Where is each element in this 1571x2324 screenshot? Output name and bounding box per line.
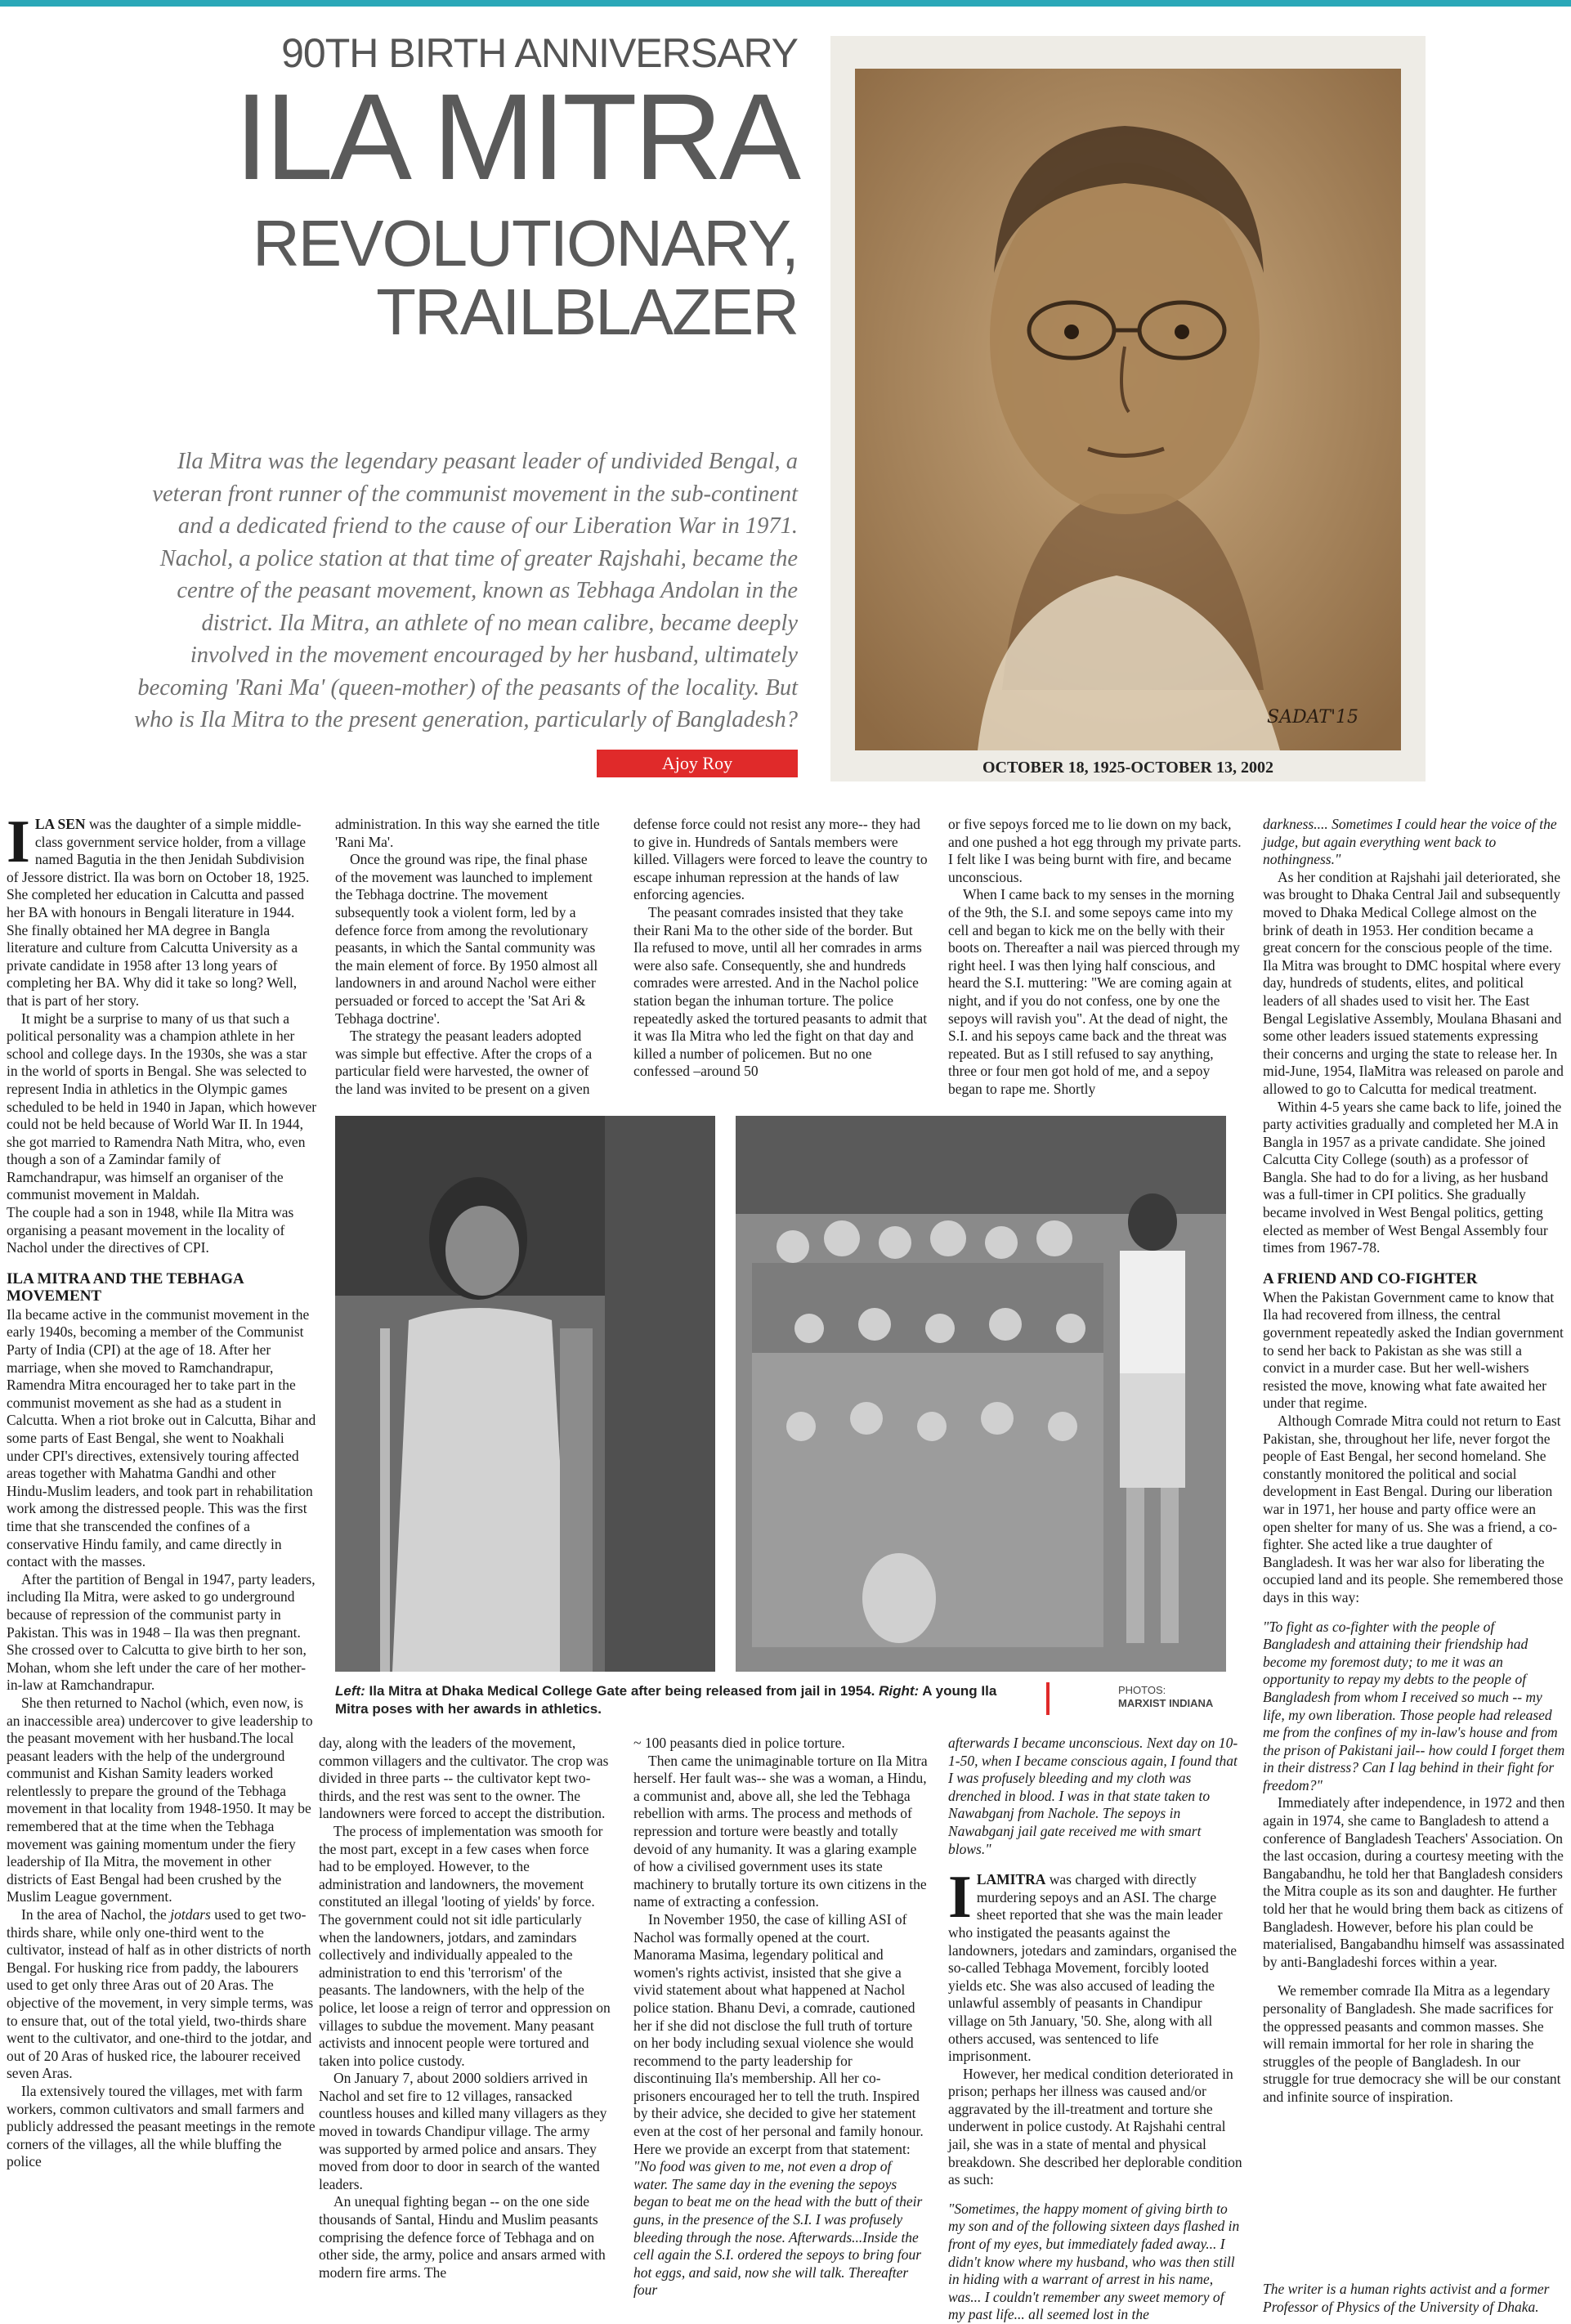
caption-left-text: Ila Mitra at Dhaka Medical College Gate after being released from jail in 1954. bbox=[365, 1683, 879, 1699]
col4b-para-2: However, her medical condition deteriorated in prison; perhaps her illness was caused and/or aggravated by the ill-treatment and torture she underwent in police custody. At Rajshahi central jail, she was in a state of mental and physical breakdown. She described her deplorable condition as such: bbox=[948, 2065, 1242, 2188]
photo-credit-label: PHOTOS: bbox=[1118, 1684, 1166, 1696]
col4-quote-1: or five sepoys forced me to lie down on my back, and one pushed a hot egg through my private parts. I felt like I was being burnt with fire, and became unconscious. bbox=[948, 816, 1242, 885]
column-5 bbox=[1263, 816, 1565, 2107]
portrait-caption: OCTOBER 18, 1925-OCTOBER 13, 2002 bbox=[982, 759, 1273, 777]
col5-para-1: As her condition at Rajshahi jail deteriorated, she was brought to Dhaka Central Jail and subsequently moved to Dhaka Medical College almost on the brink of death in 1953. Her condition became a great concern for the conscious people of the time. Ila Mitra was brought to DMC hospital where every day, hundreds of students, elites, and political leaders of all shades used to visit her. The East Bengal Legislative Assembly, Moulana Bhasani and some other leaders issued statements expressing their concerns and urging the state to release her. In mid-June, 1954, IlaMitra was released on parole and allowed to go to Calcutta for medical treatment. bbox=[1263, 868, 1564, 1097]
col1-text-7b: used to get two-thirds share, while only one-third went to the cultivator, instead of half as in other districts of north Bengal. For husking rice from paddy, the labourers used to get only three Aras out of 20 Aras. The objective of the movement, in very simple terms, was to ensure that, out of the total yield, two-thirds share went to the cultivator, and one-third to the jotdar, and out of 20 Aras of husked rice, the labourer received seven Aras. bbox=[7, 1906, 314, 2082]
column-3-bottom bbox=[633, 1735, 928, 2299]
col5-para-4: Although Comrade Mitra could not return to East Pakistan, she, throughout her life, never forgot the people of East Bengal, her second homeland. She constantly monitored the political and social development in East Bengal. During our liberation war in 1971, her house and party office were an open shelter for many of us. She was a friend, a co-fighter. She acted like a true daughter of Bangladesh. It was her war also for liberating the occupied land and its people. She remembered those days in this way: bbox=[1263, 1413, 1564, 1605]
col1-para-5: After the partition of Bengal in 1947, party leaders, including Ila Mitra, were asked to go underground because of repression of the communist party in Pakistan. This was in 1948 – Ila was then pregnant. She crossed over to Calcutta to give birth to her son, Mohan, whom she left under the care of her mother-in-law at Ramchandrapur. bbox=[7, 1570, 316, 1694]
col3b-para-3: In November 1950, the case of killing ASI of Nachol was formally opened at the court. Manorama Masima, legendary political and women's rights activist, insisted that she give a vivid statement about what happened at Nachol police station. Bhanu Devi, a comrade, cautioned her if she did not disclose the full truth of torture on her body including sexual violence she would recommend to the party leadership for discontinuing Ila's membership. All her co-prisoners encouraged her to tell the truth. Inspired by their advice, she decided to give her statement even at the cost of her personal and family honour. Here we provide an excerpt from that statement: bbox=[633, 1910, 924, 2157]
headline-subtitle bbox=[0, 209, 798, 347]
photo-caption bbox=[335, 1682, 1030, 1718]
column-3-top bbox=[633, 816, 928, 1081]
col2-para-2: Once the ground was ripe, the final phase of the movement was launched to implement the Tebhaga doctrine. The movement subsequently took a violent form, led by a defence force from among the revolutionary peasants, in which the Santal community was the main element of force. By 1950 almost all landowners in and around Nachol were either persuaded or forced to accept the 'Sat Ari & Tebhaga doctrine'. bbox=[335, 851, 598, 1027]
col2-para-3: The strategy the peasant leaders adopted was simple but effective. After the crops of a particular field were harvested, the owner of the land was invited to be present on a given bbox=[335, 1028, 593, 1097]
col1-para-4: Ila became active in the communist movement in the early 1940s, becoming a member of the Communist Party of India (CPI) at the age of 18. After her marriage, when she moved to Ramchandrapur, Ramendra Mitra encouraged her to take part in the communist movement as she had as a student in Calcutta. When a riot broke out in Calcutta, Bihar and some parts of East Bengal, she went to Noakhali under CPI's directives, extensively touring affected areas together with Mahatma Gandhi and other Hindu-Muslim leaders, and took part in rehabilitation work among the distressed people. This was the first time that she transcended the confines of a conservative Hindu family, and came directly in contact with the masses. bbox=[7, 1305, 316, 1570]
col5-para-2: Within 4-5 years she came back to life, joined the party activities gradually and completed her M.A in Bangla in 1957 as a private candidate. She joined Calcutta City College (south) as a professor of Bangla. She had to do for a living, as her husband was a full-timer in CPI politics. She gradually became involved in West Bengal politics, getting elected as member of West Bengal Assembly four times from 1967-78. bbox=[1263, 1098, 1562, 1256]
col1-text-7a: In the area of Nachol, the bbox=[21, 1906, 171, 1923]
headline-subtitle-line2: TRAILBLAZER bbox=[376, 275, 798, 348]
col4b-quote-2: "Sometimes, the happy moment of giving birth to my son and of the following sixteen days flashed in front of my eyes, but immediately faded away... I didn't know where my husband, who was then still in hiding with a warrant of arrest in his name, was... I couldn't remember any sweet memory of my past life... all seemed lost in the bbox=[948, 2200, 1240, 2323]
lead-in-2: LAMITRA bbox=[976, 1871, 1046, 1888]
writer-note: The writer is a human rights activist and a former Professor of Physics of the University of Dhaka. bbox=[1263, 2281, 1550, 2315]
col1-para-8: Ila extensively toured the villages, met with farm workers, common cultivators and small farmers and publicly addressed the peasant meetings in the remote corners of the villages, all the while bluffing the police bbox=[7, 2082, 316, 2170]
col2b-para-2: The process of implementation was smooth for the most part, except in a few cases when force had to be employed. However, to the administration and landowners, the movement constituted an illegal 'looting of yields' by force. The government could not sit idle particularly when the landowners, jotdars, and zamindars collectively and individually appealed to the administration to end this 'terrorism' of the peasants. The landowners, with the help of the police, let loose a reign of terror and oppression on villages to subdue the movement. Many peasant activists and innocent people were tortured and taken into police custody. bbox=[319, 1822, 611, 2069]
kicker: 90TH BIRTH ANNIVERSARY bbox=[281, 30, 798, 76]
portrait-sketch bbox=[855, 69, 1401, 750]
drop-cap: I bbox=[7, 808, 30, 875]
caption-right-text: A young Ila Mitra poses with her awards in athletics. bbox=[335, 1683, 997, 1717]
caption-divider bbox=[1046, 1682, 1050, 1715]
column-2-top bbox=[335, 816, 601, 1099]
headline-name: ILA MITRA bbox=[234, 68, 798, 205]
column-4-top bbox=[948, 816, 1242, 1099]
col1-para-2: It might be a surprise to many of us that such a political personality was a champion athlete in her school and college days. In the 1930s, she was a star in the world of sports in Bengal. She was selected to represent India in athletics in the Olympic games scheduled to be held in 1940 in Japan, which however could not be held because of World War II. In 1944, she got married to Ramendra Nath Mitra, who, even though a son of a Zamindar family of Ramchandrapur, was himself an organiser of the communist movement in Maldah. bbox=[7, 1010, 317, 1203]
col3-para-1: defense force could not resist any more-- they had to give in. Hundreds of Santals members were killed. Villagers were forced to leave the country to escape inhuman repression at the hands of law enforcing agencies. bbox=[633, 816, 928, 903]
portrait-signature: SADAT'15 bbox=[1267, 707, 1358, 728]
photo-ila-mitra-1954 bbox=[335, 1116, 715, 1672]
headline-subtitle-line1: REVOLUTIONARY, bbox=[252, 207, 798, 280]
col1-para-6: She then returned to Nachol (which, even now, is an inaccessible area) undercover to give leadership to the peasant movement with her husband.The local peasant leaders with the help of the underground communist and Kishan Samity leaders worked relentlessly to prepare the ground of the Tebhaga movement in that locality from 1948-1950. It may be remembered that at the time when the Tebhaga movement was gaining momentum under the fiery leadership of Ila Mitra, the movement in other districts of East Bengal had been crushed by the Muslim League government. bbox=[7, 1694, 313, 1905]
col5-quote-2: "To fight as co-fighter with the people of Bangladesh and attaining their friendship had become my foremost duty; to me it was an opportunity to repay my debts to the people of Bangladesh from whom I received so much -- my life, my own liberation. Those people had released me from the confines of my in-law's house and from the prison of Pakistani jail-- how could I forget them in their distress? Can I lag behind in their fight for freedom?" bbox=[1263, 1618, 1565, 1793]
col1-para-3: The couple had a son in 1948, while Ila Mitra was organising a peasant movement in the locality of Nachol under the directives of CPI. bbox=[7, 1204, 294, 1256]
col2-para-1: administration. In this way she earned the title 'Rani Ma'. bbox=[335, 816, 600, 850]
col2b-para-1: day, along with the leaders of the movement, common villagers and the cultivator. The crop was divided in three parts -- the cultivator kept two-thirds, and the rest was sent to the owner. The landowners were forced to accept the distribution. bbox=[319, 1735, 609, 1822]
col1-para-7 bbox=[7, 1906, 317, 2083]
col1-text-1: was the daughter of a simple middle-class government service holder, from a village named Bagutia in the then Jenidah Subdivision of Jessore district. Ila was born on October 18, 1925. She completed her education in Calcutta and passed her BA with honours in Bengali literature in 1944. She finally obtained her MA degree in Bangla literature and culture from Calcutta University as a private candidate in 1958 after 13 long years of completing her BA. Why did it take so long? Well, that is part of her story. bbox=[7, 816, 310, 1009]
photo-credit bbox=[1118, 1684, 1241, 1710]
col5-para-5: Immediately after independence, in 1972 and then again in 1974, she came to Bangladesh to attend a conference of Bangladesh Teachers' Association. On the last occasion, during a courtesy meeting with the Bangabandhu, he told her that Bangladesh considers the Mitra couple as its son and daughter. He further told her that he would bring them back as citizens of Bangladesh. However, before his plan could be materialised, Bangabandhu himself was assassinated by anti-Bangladeshi forces within a year. bbox=[1263, 1794, 1565, 1970]
caption-left-label: Left: bbox=[335, 1683, 365, 1699]
photo-ila-mitra-awards bbox=[736, 1116, 1226, 1672]
lead-in: LA SEN bbox=[34, 816, 86, 832]
col2b-para-3: On January 7, about 2000 soldiers arrived in Nachol and set fire to 12 villages, ransacked countless houses and killed many villagers as they moved in towards Chandipur village. The army was supported by armed police and ansars. They moved from door to door in search of the wanted leaders. bbox=[319, 2070, 607, 2192]
column-4-bottom bbox=[948, 1735, 1242, 2324]
drop-cap-2: I bbox=[948, 1864, 972, 1932]
col2b-para-4: An unequal fighting began -- on the one side thousands of Santal, Hindu and Muslim peasants comprising the defence force of Tebhaga and on other side, the army, police and ansars armed with modern fire arms. The bbox=[319, 2193, 606, 2281]
col1-text-7i: jotdars bbox=[170, 1906, 211, 1923]
subhead-tebhaga: ILA MITRA AND THE TEBHAGA MOVEMENT bbox=[7, 1269, 244, 1305]
col1-para-1 bbox=[7, 808, 317, 1010]
column-2-bottom bbox=[319, 1735, 613, 2281]
col4b-text-1: was charged with directly murdering sepoys and an ASI. The charge sheet reported that she was the main leader who instigated the peasants against the landowners, jotedars and zamindars, organised the so-called Tebhaga Movement, forcibly looted yields etc. She was also accused of leading the unlawful assembly of peasants in Chandipur village on 5th January, '50. She, along with all others accused, was sentenced to life imprisonment. bbox=[948, 1871, 1237, 2065]
col3b-para-1: ~ 100 peasants died in police torture. bbox=[633, 1735, 845, 1751]
col3b-para-2: Then came the unimaginable torture on Ila Mitra herself. Her fault was-- she was a woman, a Hindu, a communist and, above all, she led the Tebhaga rebellion with arms. The process and methods of repression and torture were beastly and totally devoid of any humanity. It was a glaring example of how a civilised government uses its state machinery to brutally torture its own citizens in the name of extracting a confession. bbox=[633, 1752, 928, 1910]
column-1 bbox=[7, 808, 317, 2171]
caption-right-label: Right: bbox=[879, 1683, 920, 1699]
col5-quote-1: darkness.... Sometimes I could hear the voice of the judge, but again everything went back to nothingness." bbox=[1263, 816, 1557, 868]
col4b-para-1 bbox=[948, 1864, 1242, 2066]
col3-para-2: The peasant comrades insisted that they take their Rani Ma to the other side of the border. But Ila refused to move, until all her comrades in arms were also safe. Consequently, she and hundreds comrades were arrested. And in the Nachol police station began the inhuman torture. The police repeatedly asked the tortured peasants to admit that it was Ila Mitra who led the fight on that day and killed a number of policemen. But no one confessed –around 50 bbox=[633, 903, 928, 1080]
top-color-bar bbox=[0, 0, 1571, 7]
subhead-friend: A FRIEND AND CO-FIGHTER bbox=[1263, 1269, 1478, 1287]
col4b-quote-1: afterwards I became unconscious. Next day on 10-1-50, when I became conscious again, I found that I was profusely bleeding and my cloth was drenched in blood. I was in that state taken to Nawabganj from Nachole. The sepoys in Nawabganj jail gate received me with smart blows." bbox=[948, 1735, 1238, 1857]
byline: Ajoy Roy bbox=[597, 750, 798, 777]
col5-para-3: When the Pakistan Government came to know that Ila had recovered from illness, the central government repeatedly asked the Indian government to send her back to Pakistan as she was still a convict in a murder case. But her well-wishers resisted the move, knowing what fate awaited her under that regime. bbox=[1263, 1288, 1564, 1412]
col3b-quote-1: "No food was given to me, not even a drop of water. The same day in the evening the sepoys began to beat me on the head with the butt of their guns, in the presence of the S.I. I was profusely bleeding through the nose. Afterwards...Inside the cell again the S.I. ordered the sepoys to bring four hot eggs, and said, now she will talk. Thereafter four bbox=[633, 2158, 923, 2299]
intro-deck: Ila Mitra was the legendary peasant leader of undivided Bengal, a veteran front runner of the communist movement in the sub-continent and a dedicated friend to the cause of our Liberation War in 1971. Nachol, a police station at that time of greater Rajshahi, became the centre of the peasant movement, known as Tebhaga Andolan in the district. Ila Mitra, an athlete of no mean calibre, became deeply involved in the movement encouraged by her husband, ultimately becoming 'Rani Ma' (queen-mother) of the peasants of the locality. But who is Ila Mitra to the present generation, particularly of Bangladesh? bbox=[134, 449, 798, 732]
col4-quote-2: When I came back to my senses in the morning of the 9th, the S.I. and some sepoys came into my cell and began to kick me on the belly with their boots on. Thereafter a nail was pierced through my right heel. I was then lying half conscious, and heard the S.I. muttering: "We are coming again at night, and if you do not confess, one by one the sepoys will ravish you". At the dead of night, the S.I. and his sepoys came back and the threat was repeated. But as I still refused to say anything, three or four men got hold of me, and a sepoy began to rape me. Shortly bbox=[948, 886, 1240, 1097]
photo-credit-source: MARXIST INDIANA bbox=[1118, 1697, 1214, 1709]
col5-para-6: We remember comrade Ila Mitra as a legendary personality of Bangladesh. She made sacrifices for the oppressed peasants and common masses. She will remain immortal for her role in sharing the struggles of the people of Bangladesh. In our struggle for true democracy she will be our constant and infinite source of inspiration. bbox=[1263, 1982, 1561, 2105]
